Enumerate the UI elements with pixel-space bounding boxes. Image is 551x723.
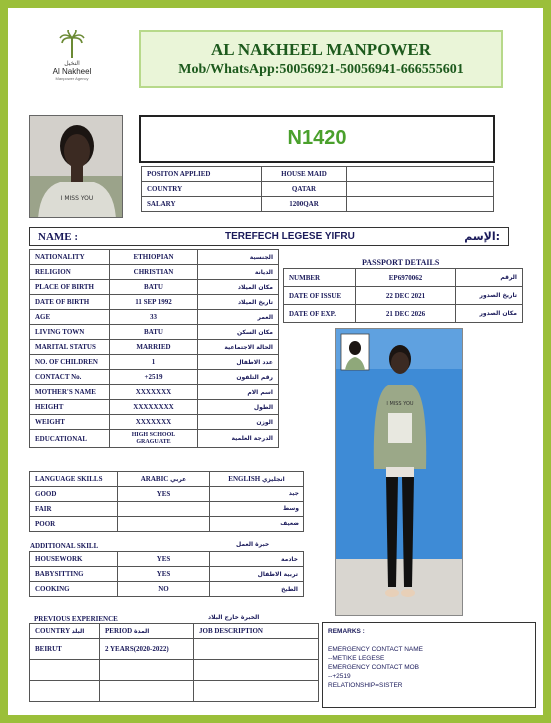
table-row: [30, 325, 279, 340]
detail-label: DATE OF BIRTH: [30, 295, 110, 310]
language-skills-table: [29, 471, 304, 532]
detail-label: CONTACT No.: [30, 370, 110, 385]
english-level-cell: [210, 502, 304, 517]
agency-header: [139, 30, 503, 88]
table-row: [30, 250, 279, 265]
detail-arabic-label: الدرجة العلمية: [198, 430, 279, 448]
detail-value: XXXXXXXX: [110, 400, 198, 415]
palm-tree-icon: [59, 30, 85, 60]
language-level-label: POOR: [30, 517, 118, 532]
detail-label: WEIGHT: [30, 415, 110, 430]
salary-label: SALARY: [142, 197, 262, 212]
passport-arabic-label: الرقم: [456, 269, 523, 287]
experience-job: [194, 639, 319, 660]
passport-title: PASSPORT DETAILS: [362, 258, 440, 267]
skill-arabic-label: تربية الاطفال: [210, 567, 304, 582]
passport-label: NUMBER: [284, 269, 356, 287]
detail-arabic-label: تاريخ الميلاد: [198, 295, 279, 310]
table-row: [30, 370, 279, 385]
experience-table: [29, 623, 319, 702]
detail-value: MARRIED: [110, 340, 198, 355]
table-row: [30, 487, 304, 502]
table-row: [30, 681, 319, 702]
table-row: [142, 182, 494, 197]
remarks-line: --+2519: [328, 673, 351, 680]
language-level-arabic-label: جيد: [288, 490, 299, 497]
additional-skill-title: ADDITIONAL SKILL: [30, 542, 99, 550]
logo-subtitle: Manpower Agency: [55, 76, 89, 81]
skill-label: HOUSEWORK: [30, 552, 118, 567]
detail-value: ETHIOPIAN: [110, 250, 198, 265]
table-row: [30, 310, 279, 325]
table-row: [30, 400, 279, 415]
table-row: [30, 582, 304, 597]
company-logo: [48, 30, 96, 92]
table-row: [30, 385, 279, 400]
experience-period: [100, 660, 194, 681]
remarks-box: [322, 622, 536, 708]
detail-label: EDUCATIONAL: [30, 430, 110, 448]
table-row: [30, 639, 319, 660]
detail-arabic-label: العمر: [198, 310, 279, 325]
logo-arabic-text: النخيل: [64, 60, 80, 67]
additional-skill-arabic-title: خبرة العمل: [236, 541, 270, 548]
detail-value: 1: [110, 355, 198, 370]
table-row: [30, 624, 319, 639]
detail-value: 33: [110, 310, 198, 325]
table-row: [30, 502, 304, 517]
detail-value: XXXXXXX: [110, 385, 198, 400]
empty-cell: [347, 167, 494, 182]
table-row: [30, 280, 279, 295]
experience-country: [30, 681, 100, 702]
skill-value: YES: [118, 567, 210, 582]
shirt-print-text: I MISS YOU: [60, 195, 94, 202]
additional-skills-table: [29, 551, 304, 597]
name-value: TEREFECH LEGESE YIFRU: [225, 231, 355, 242]
full-length-photo: [335, 328, 463, 616]
detail-value: +2519: [110, 370, 198, 385]
detail-label: MARITAL STATUS: [30, 340, 110, 355]
personal-details-table: [29, 249, 279, 448]
detail-arabic-label: الحالة الاجتماعية: [198, 340, 279, 355]
detail-value: CHRISTIAN: [110, 265, 198, 280]
skill-value: YES: [118, 552, 210, 567]
remarks-line: RELATIONSHIP=SISTER: [328, 682, 403, 689]
detail-value: 11 SEP 1992: [110, 295, 198, 310]
table-row: [30, 265, 279, 280]
passport-arabic-label: تاريخ الصدور: [456, 287, 523, 305]
language-level-arabic-label: ضعيف: [280, 520, 299, 527]
portrait-photo: [29, 115, 123, 218]
empty-cell: [347, 182, 494, 197]
detail-label: RELIGION: [30, 265, 110, 280]
agency-contact: Mob/WhatsApp:50056921-50056941-666555601: [178, 62, 464, 77]
skill-label: COOKING: [30, 582, 118, 597]
remarks-line: --METIKE LEGESE: [328, 655, 385, 662]
empty-cell: [347, 197, 494, 212]
detail-label: NATIONALITY: [30, 250, 110, 265]
experience-country: [30, 660, 100, 681]
detail-value: XXXXXXX: [110, 415, 198, 430]
table-row: [284, 287, 523, 305]
remarks-line: EMERGENCY CONTACT NAME: [328, 646, 423, 653]
table-row: [284, 269, 523, 287]
period-column-header: PERIOD المدة: [100, 624, 194, 639]
passport-arabic-label: مكان الصدور: [456, 305, 523, 323]
english-column-header: ENGLISH انجليزي: [210, 472, 304, 487]
passport-label: DATE OF EXP.: [284, 305, 356, 323]
skill-arabic-label: خادمة: [210, 552, 304, 567]
experience-period: [100, 681, 194, 702]
reference-code: N1420: [139, 115, 495, 163]
table-row: [30, 517, 304, 532]
passport-table: [283, 268, 523, 323]
country-column-header: COUNTRY البلد: [30, 624, 100, 639]
english-level-cell: [210, 487, 304, 502]
experience-job: [194, 681, 319, 702]
experience-country: BEIRUT: [30, 639, 100, 660]
detail-arabic-label: الديانة: [198, 265, 279, 280]
detail-label: MOTHER'S NAME: [30, 385, 110, 400]
previous-experience-arabic-title: الخبرة خارج البلاد: [208, 614, 260, 621]
logo-name: Al Nakheel: [52, 67, 92, 76]
table-row: [142, 167, 494, 182]
table-row: [30, 660, 319, 681]
skill-label: BABYSITTING: [30, 567, 118, 582]
detail-label: HEIGHT: [30, 400, 110, 415]
passport-value: EP6970062: [356, 269, 456, 287]
table-row: [30, 295, 279, 310]
language-level-label: FAIR: [30, 502, 118, 517]
english-level-cell: [210, 517, 304, 532]
detail-label: AGE: [30, 310, 110, 325]
passport-value: 21 DEC 2026: [356, 305, 456, 323]
country-label: COUNTRY: [142, 182, 262, 197]
language-header: LANGUAGE SKILLS: [30, 472, 118, 487]
detail-arabic-label: الوزن: [198, 415, 279, 430]
skill-value: NO: [118, 582, 210, 597]
detail-value: BATU: [110, 325, 198, 340]
previous-experience-title: PREVIOUS EXPERIENCE: [34, 615, 118, 623]
table-row: [30, 472, 304, 487]
arabic-column-header: ARABIC عربي: [118, 472, 210, 487]
application-table: [141, 166, 494, 212]
arabic-level-value: [118, 502, 210, 517]
arabic-level-value: YES: [118, 487, 210, 502]
passport-label: DATE OF ISSUE: [284, 287, 356, 305]
detail-label: PLACE OF BIRTH: [30, 280, 110, 295]
language-level-label: GOOD: [30, 487, 118, 502]
name-bar: [29, 227, 509, 246]
country-value: QATAR: [262, 182, 347, 197]
detail-arabic-label: رقم التلفون: [198, 370, 279, 385]
job-description-column-header: JOB DESCRIPTION: [194, 624, 319, 639]
name-label: NAME :: [38, 231, 79, 243]
remarks-line: EMERGENCY CONTACT MOB: [328, 664, 420, 671]
table-row: [30, 567, 304, 582]
remarks-title: REMARKS :: [328, 628, 365, 635]
skill-arabic-label: الطبخ: [210, 582, 304, 597]
table-row: [30, 355, 279, 370]
detail-arabic-label: الجنسية: [198, 250, 279, 265]
experience-period: 2 YEARS(2020-2022): [100, 639, 194, 660]
experience-job: [194, 660, 319, 681]
detail-arabic-label: مكان السكن: [198, 325, 279, 340]
table-row: [30, 430, 279, 448]
language-level-arabic-label: وسط: [282, 505, 299, 512]
detail-arabic-label: عدد الاطفال: [198, 355, 279, 370]
position-label: POSITON APPLIED: [142, 167, 262, 182]
detail-arabic-label: مكان الميلاد: [198, 280, 279, 295]
detail-value: BATU: [110, 280, 198, 295]
table-row: [30, 415, 279, 430]
table-row: [284, 305, 523, 323]
detail-label: NO. OF CHILDREN: [30, 355, 110, 370]
detail-arabic-label: اسم الام: [198, 385, 279, 400]
passport-value: 22 DEC 2021: [356, 287, 456, 305]
table-row: [30, 552, 304, 567]
salary-value: 1200QAR: [262, 197, 347, 212]
position-value: HOUSE MAID: [262, 167, 347, 182]
arabic-level-value: [118, 517, 210, 532]
agency-title: AL NAKHEEL MANPOWER: [210, 40, 432, 59]
name-arabic-label: الإسم:: [464, 230, 500, 243]
detail-arabic-label: الطول: [198, 400, 279, 415]
detail-value: HIGH SCHOOL GRAGUATE: [110, 430, 198, 448]
table-row: [142, 197, 494, 212]
detail-label: LIVING TOWN: [30, 325, 110, 340]
table-row: [30, 340, 279, 355]
shirt-print-text: I MISS YOU: [386, 401, 414, 407]
cv-page: [8, 8, 543, 715]
